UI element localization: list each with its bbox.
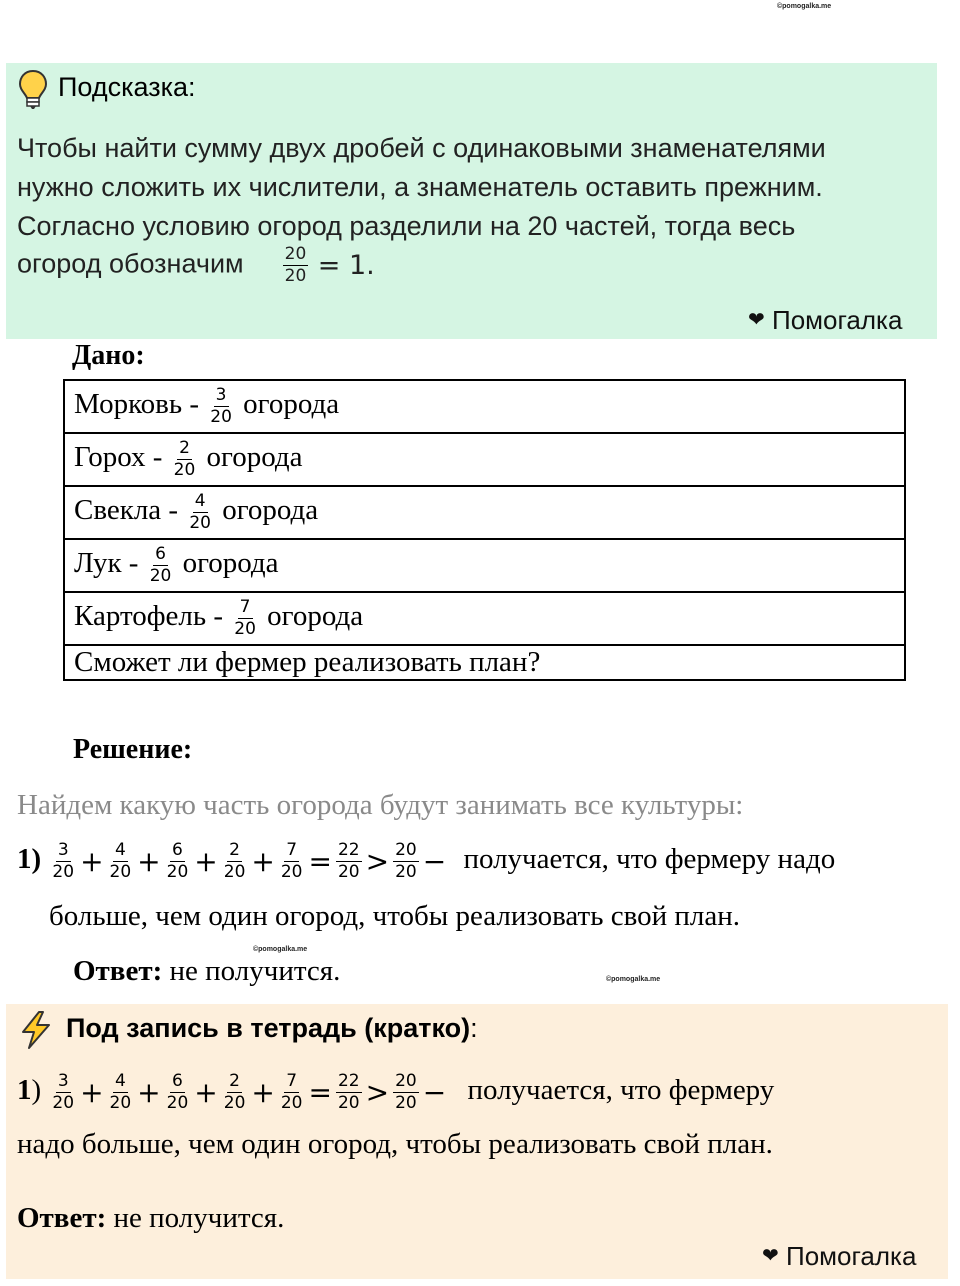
hint-title: Подсказка: — [58, 72, 196, 102]
fraction: $\frac{7}{20}$ — [280, 1071, 303, 1113]
lightbulb-icon — [16, 68, 50, 110]
conclusion-text: больше, чем один огород, чтобы реализовать свой план. — [49, 900, 740, 932]
watermark: ©pomogalka.me — [606, 976, 661, 983]
hint-line — [17, 246, 375, 285]
fraction: $\frac{2}{20}$ — [173, 438, 196, 480]
hint-line: Согласно условию огород разделили на 20 частей, тогда весь — [17, 211, 796, 241]
watermark: ©pomogalka.me — [253, 946, 308, 953]
watermark: ©pomogalka.me — [777, 3, 832, 10]
given-question: Сможет ли фермер реализовать план? — [64, 645, 905, 680]
answer: Ответ: не получится. — [17, 1202, 285, 1234]
hint-line-text: огород обозначим — [17, 248, 244, 279]
table-row: Свекла - $\frac{4}{20}$ огорода — [64, 486, 905, 539]
fraction: $\frac{3}{20}$ — [52, 1071, 75, 1113]
fraction: $\frac{7}{20}$ — [234, 597, 256, 639]
fraction: $\frac{6}{20}$ — [149, 544, 172, 586]
hint-line: Чтобы найти сумму двух дробей с одинаковыми знаменателями — [17, 133, 826, 163]
heart-icon: ❤ — [762, 1245, 779, 1267]
fraction: $\frac{4}{20}$ — [189, 491, 211, 533]
table-row: Лук - $\frac{6}{20}$ огорода — [64, 539, 905, 592]
fraction: $\frac{22}{20}$ — [337, 840, 360, 882]
step-label: 1 — [17, 1074, 32, 1107]
fraction: $\frac{2}{20}$ — [223, 1071, 246, 1113]
lightning-icon — [17, 1010, 55, 1050]
table-row: Картофель - $\frac{7}{20}$ огорода — [64, 592, 905, 645]
given-table — [63, 379, 906, 681]
given-title: Дано: — [72, 340, 145, 371]
fraction: $\frac{6}{20}$ — [166, 1071, 189, 1113]
fraction: $\frac{4}{20}$ — [109, 840, 132, 882]
table-row — [64, 645, 905, 680]
solution-intro: Найдем какую часть огорода будут занимать все культуры: — [17, 789, 744, 821]
solution-equation: 1) $\frac{3}{20}$ + $\frac{4}{20}$ + $\frac{6}{20}$ + $\frac{2}{20}$ + $\frac{7}{20}$ = $\frac{22}{20}$ > $\frac{20}{20}$ − получается, что фермеру надо — [17, 840, 836, 882]
conclusion-text: получается, что фермеру — [467, 1074, 775, 1107]
fraction: $\frac{20}{20}$ — [395, 1071, 417, 1113]
table-row: Горох - $\frac{2}{20}$ огорода — [64, 433, 905, 486]
fraction: $\frac{20}{20}$ — [395, 840, 417, 882]
answer: Ответ: не получится. — [73, 955, 341, 987]
notebook-title: Под запись в тетрадь (кратко): — [66, 1013, 478, 1043]
fraction: $\frac{20}{20}$ — [284, 244, 307, 286]
fraction: $\frac{6}{20}$ — [166, 840, 189, 882]
fraction: $\frac{7}{20}$ — [280, 840, 303, 882]
fraction: $\frac{4}{20}$ — [109, 1071, 132, 1113]
table-row: Морковь - $\frac{3}{20}$ огорода — [64, 380, 905, 433]
notebook-equation: 1) $\frac{3}{20}$ + $\frac{4}{20}$ + $\frac{6}{20}$ + $\frac{2}{20}$ + $\frac{7}{20}$ = $\frac{22}{20}$ > $\frac{20}{20}$ − получается, что фермеру — [17, 1071, 775, 1113]
hint-line: нужно сложить их числители, а знаменатель оставить прежним. — [17, 172, 823, 202]
solution-title: Решение: — [73, 734, 193, 765]
heart-icon: ❤ — [748, 309, 765, 331]
fraction: $\frac{2}{20}$ — [223, 840, 246, 882]
fraction: $\frac{3}{20}$ — [52, 840, 75, 882]
fraction: $\frac{3}{20}$ — [210, 385, 232, 427]
formula-rest: = 1. — [317, 250, 375, 281]
credit-label: ❤ Помогалка — [762, 1241, 917, 1271]
conclusion-text: получается, что фермеру надо — [463, 843, 836, 876]
fraction: $\frac{22}{20}$ — [337, 1071, 360, 1113]
step-label: 1) — [17, 843, 42, 876]
credit-label: ❤ Помогалка — [748, 305, 903, 335]
conclusion-text: надо больше, чем один огород, чтобы реализовать свой план. — [17, 1128, 773, 1160]
